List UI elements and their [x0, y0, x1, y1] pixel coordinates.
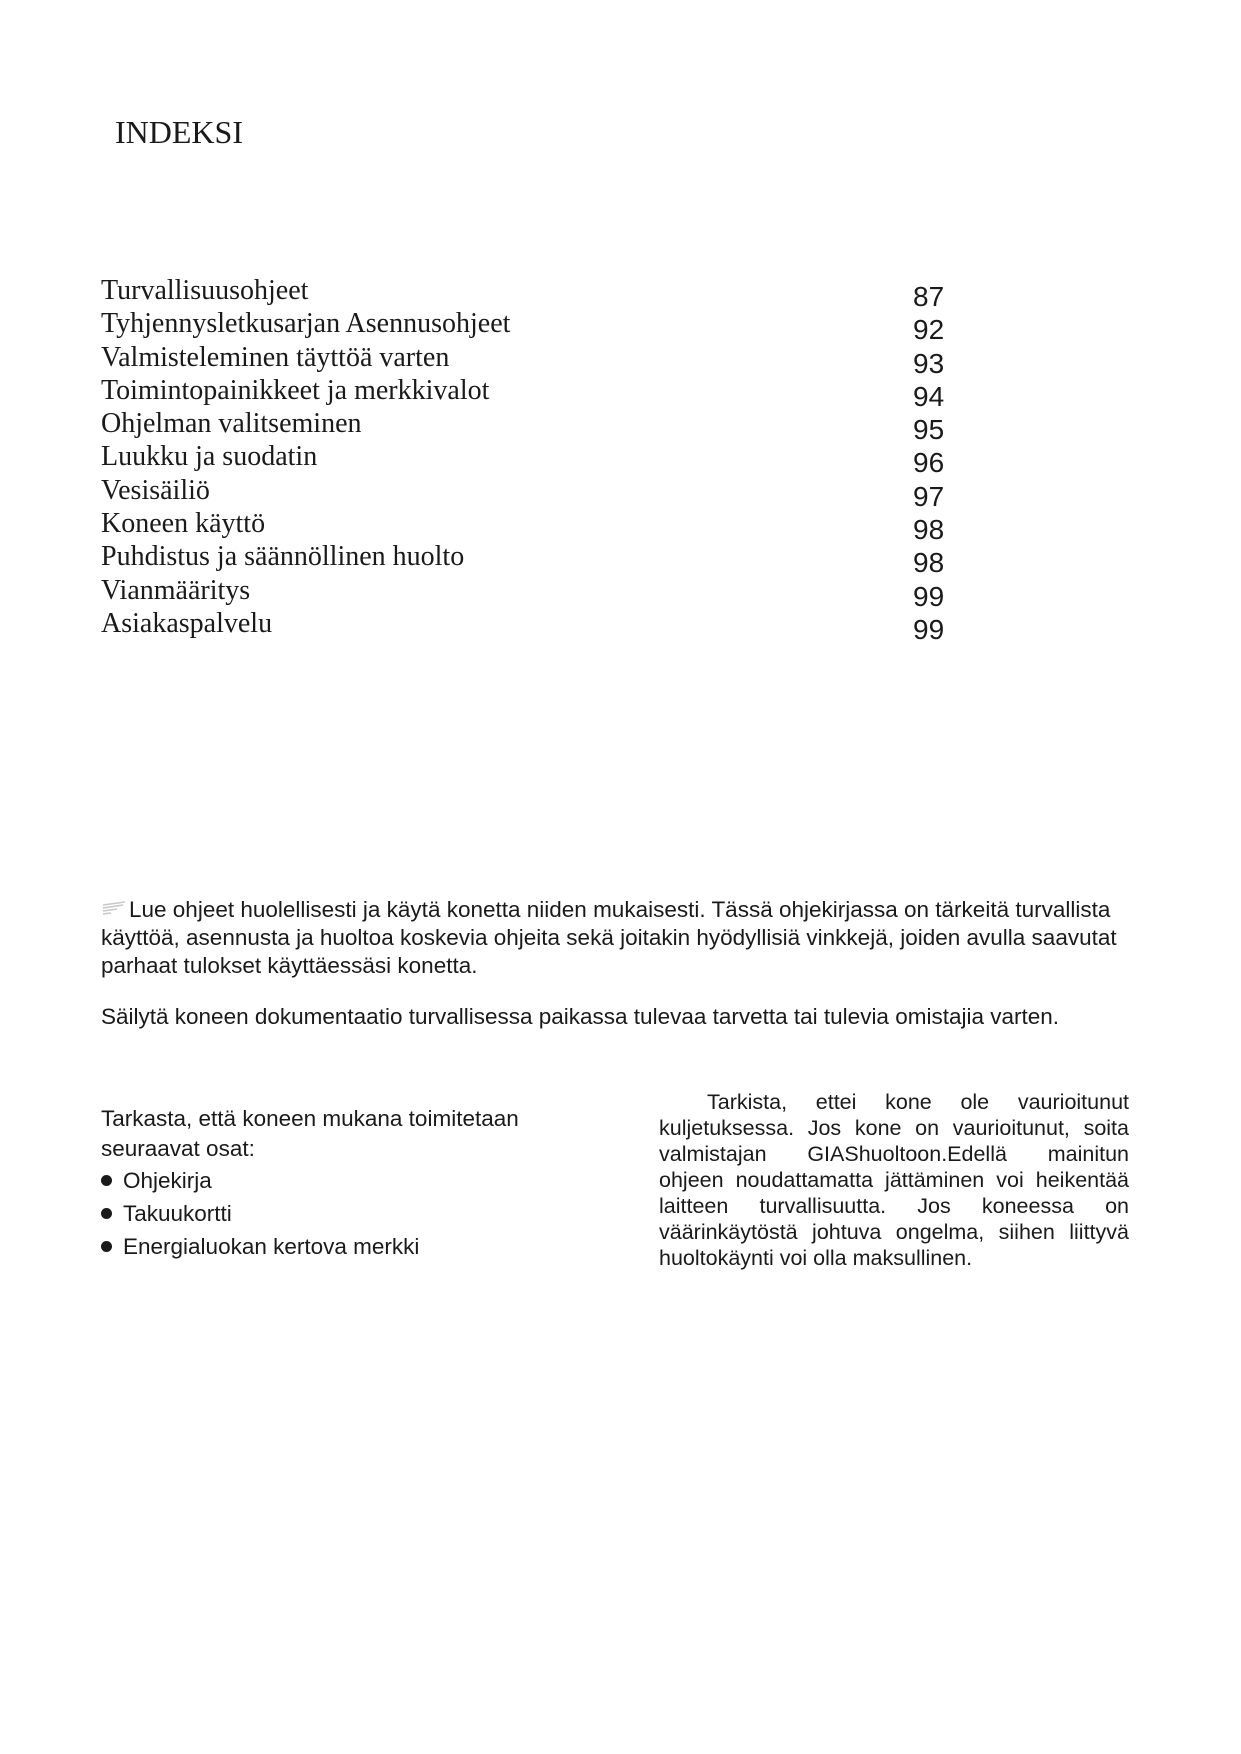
toc-entry — [101, 307, 961, 346]
toc-entry — [101, 474, 961, 512]
toc-entry-label: Puhdistus ja säännöllinen huolto — [101, 541, 465, 573]
toc-entry-page: 87 — [913, 281, 945, 312]
toc-entry-label: Turvallisuusohjeet — [101, 275, 309, 306]
toc-entry-label: Luukku ja suodatin — [101, 441, 318, 473]
toc-entry-label: Vianmääritys — [101, 574, 251, 606]
toc-entry-label: Valmisteleminen täyttöä varten — [101, 341, 450, 373]
toc-entry-page: 94 — [913, 380, 945, 412]
toc-entry — [101, 507, 961, 546]
transport-damage-note: Tarkista, ettei kone ole vaurioitunut kuljetuksessa. Jos kone on vaurioitunut, soita valmistajan GIAShuoltoon.Edellä mainitun ohjeen noudattamatta jättäminen voi heikentää laitteen turvallisuutta. Jos koneessa on väärinkäytöstä johtuva ongelma, siihen liittyvä huoltokäynti voi olla maksullinen. — [659, 1090, 1129, 1270]
table-of-contents — [101, 274, 961, 645]
bullet-icon — [101, 1241, 112, 1252]
included-parts-list — [101, 1164, 621, 1263]
list-item-text: Ohjekirja — [123, 1168, 212, 1193]
toc-entry-page: 95 — [913, 414, 945, 446]
toc-entry — [101, 440, 961, 479]
toc-entry — [101, 607, 961, 645]
toc-entry — [101, 274, 961, 312]
toc-entry-page: 93 — [913, 347, 945, 379]
list-item — [101, 1164, 621, 1197]
intro-paragraph — [101, 894, 1181, 980]
toc-entry-label: Ohjelman valitseminen — [101, 408, 362, 440]
toc-entry-page: 99 — [913, 580, 945, 612]
list-item — [101, 1230, 621, 1263]
toc-entry — [101, 407, 961, 446]
toc-entry-page: 98 — [913, 514, 945, 546]
toc-entry — [101, 374, 961, 412]
toc-entry — [101, 341, 961, 379]
toc-entry-label: Tyhjennysletkusarjan Asennusohjeet — [101, 308, 511, 340]
toc-entry-page: 97 — [913, 480, 945, 512]
intro-text: Lue ohjeet huolellisesti ja käytä konetta niiden mukaisesti. Tässä ohjekirjassa on tärkeitä turvallista käyttöä, asennusta ja huoltoa koskevia ohjeita sekä joitakin hyödyllisiä vinkkejä, joiden avulla saavutat parhaat tulokset käyttäessäsi konetta. — [101, 897, 1117, 978]
list-item-text: Takuukortti — [123, 1201, 232, 1226]
included-parts — [101, 1104, 621, 1263]
note-icon — [101, 894, 127, 908]
toc-entry — [101, 540, 961, 579]
included-parts-intro: Tarkasta, että koneen mukana toimitetaan seuraavat osat: — [101, 1106, 519, 1161]
toc-entry — [101, 574, 961, 612]
bullet-icon — [101, 1175, 112, 1186]
toc-entry-label: Vesisäiliö — [101, 474, 210, 506]
list-item-text: Energialuokan kertova merkki — [123, 1234, 420, 1259]
toc-entry-label: Koneen käyttö — [101, 508, 266, 540]
toc-entry-page: 92 — [913, 314, 945, 346]
toc-entry-page: 98 — [913, 547, 945, 579]
toc-entry-label: Toimintopainikkeet ja merkkivalot — [101, 374, 490, 406]
bullet-icon — [101, 1208, 112, 1219]
toc-entry-page: 96 — [913, 447, 945, 479]
toc-entry-page: 99 — [913, 613, 945, 645]
list-item — [101, 1197, 621, 1230]
page-title: INDEKSI — [115, 114, 243, 150]
keep-docs-note: Säilytä koneen dokumentaatio turvallisessa paikassa tulevaa tarvetta tai tulevia omistajia varten. — [101, 1004, 1060, 1029]
toc-entry-label: Asiakaspalvelu — [101, 607, 273, 639]
